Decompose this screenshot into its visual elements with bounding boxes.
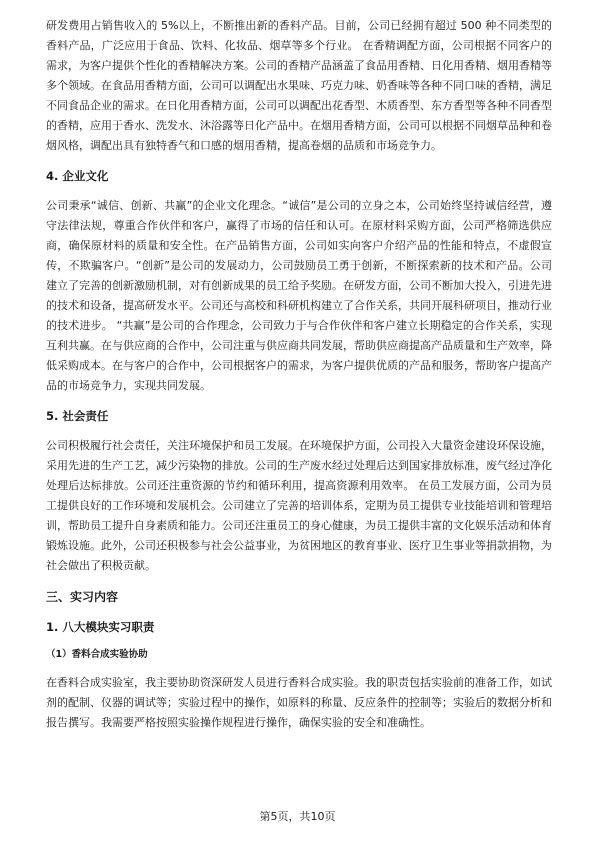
section5-heading: 5. 社会责任 xyxy=(46,409,109,423)
section5-paragraph: 公司积极履行社会责任，关注环境保护和员工发展。在环境保护方面，公司投入大量资金建设环保设施，采用先进的生产工艺，减少污染物的排放。公司的生产废水经过处理后达到国家排放标准，废气经过净化处理后达标排放。公司还注重资源的节约和循环利用，提高资源利用效率。 在员工发展方面，公司为员工提供良好的工作环境和发展机会。公司建立了完善的培训体系，定期为员工提供专业技能培训和管理培训，帮助员工提升自身素质和能力。公司还注重员工的身心健康，为员工提供丰富的文化娱乐活动和体育锻炼设施。此外，公司还积极参与社会公益事业，为贫困地区的教育事业、医疗卫生事业等捐款捐物，为社会做出了积极贡献。 xyxy=(46,439,552,572)
part3-heading: 三、实习内容 xyxy=(46,590,119,604)
section4-heading: 4. 企业文化 xyxy=(46,169,109,183)
sub1-1-paragraph: 在香料合成实验室，我主要协助资深研发人员进行香料合成实验。我的职责包括实验前的准备工作，如试剂的配制、仪器的调试等；实验过程中的操作，如原料的称量、反应条件的控制等；实验后的数据分析和报告撰写。我需要严格按照实验操作规程进行操作，确保实验的安全和准确性。 xyxy=(46,676,552,729)
intro-paragraph: 研发费用占销售收入的 5%以上，不断推出新的香料产品。目前，公司已经拥有超过 500 种不同类型的香料产品，广泛应用于食品、饮料、化妆品、烟草等多个行业。 在香精调配方面，公司根据不同客户的需求，为客户提供个性化的香精解决方案。公司的香精产品涵盖了食品用香精、日化用香精、烟用香精等多个领域。在食品用香精方面，公司可以调配出水果味、巧克力味、奶香味等各种不同口味的香精，满足不同食品企业的需求。在日化用香精方面，公司可以调配出花香型、木质香型、东方香型等各种不同香型的香精，应用于香水、洗发水、沐浴露等日化产品中。在烟用香精方面，公司可以根据不同烟草品种和卷烟风格，调配出具有独特香气和口感的烟用香精，提高卷烟的品质和市场竞争力。 xyxy=(46,19,552,152)
sub1-heading: 1. 八大模块实习职责 xyxy=(46,620,155,634)
page-content xyxy=(46,16,552,733)
section4-paragraph: 公司秉承“诚信、创新、共赢”的企业文化理念。“诚信”是公司的立身之本，公司始终坚持诚信经营，遵守法律法规，尊重合作伙伴和客户，赢得了市场的信任和认可。在原材料采购方面，公司严格筛选供应商，确保原材料的质量和安全性。在产品销售方面，公司如实向客户介绍产品的性能和特点，不虚假宣传，不欺骗客户。“创新”是公司的发展动力，公司鼓励员工勇于创新，不断探索新的技术和产品。公司建立了完善的创新激励机制，对有创新成果的员工给予奖励。在研发方面，公司不断加大投入，引进先进的技术和设备，提高研发水平。公司还与高校和科研机构建立了合作关系，共同开展科研项目，推动行业的技术进步。 “共赢”是公司的合作理念，公司致力于与合作伙伴和客户建立长期稳定的合作关系，实现互利共赢。在与供应商的合作中，公司注重与供应商共同发展，帮助供应商提高产品质量和生产效率，降低采购成本。在与客户的合作中，公司根据客户的需求，为客户提供优质的产品和服务，帮助客户提高产品的市场竞争力，实现共同发展。 xyxy=(46,199,552,392)
page-footer: 第5页，共10页 xyxy=(259,810,336,823)
sub1-1-heading: （1）香料合成实验协助 xyxy=(46,649,148,660)
